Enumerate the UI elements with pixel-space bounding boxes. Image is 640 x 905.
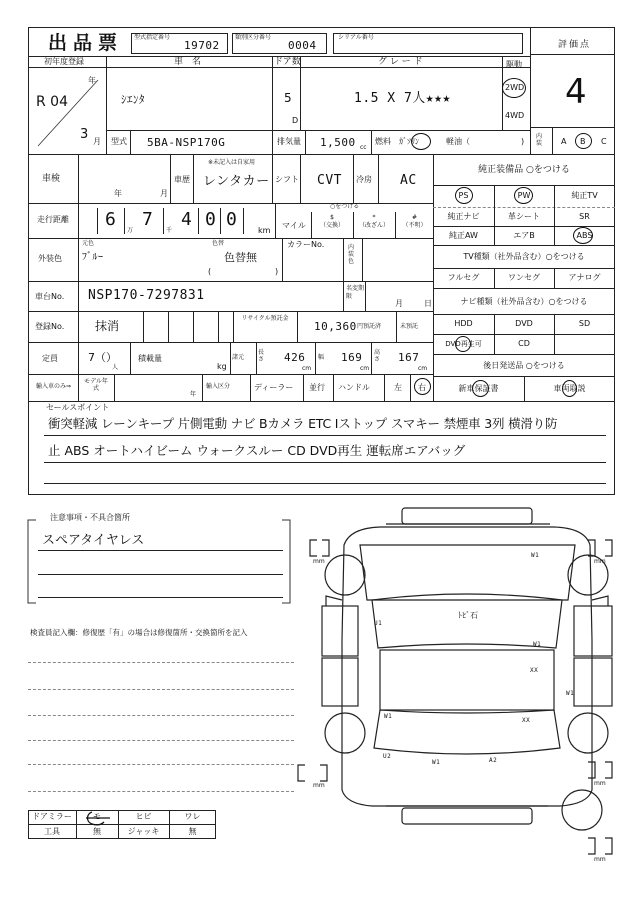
mileage-digit-4: 0 (205, 209, 217, 230)
fuel-label: 燃料 (375, 137, 391, 146)
damage-mark-u2: U2 (383, 753, 392, 760)
damage-mark-u1: U1 (374, 620, 383, 627)
displacement-label: 排気量 (277, 137, 301, 146)
title-change-label: 名変期限 (346, 285, 365, 300)
capacity-value: 7（） (88, 351, 117, 364)
load-label: 積載量 (138, 354, 162, 363)
history-label: 車歴 (174, 175, 190, 184)
equip-ps: PS (458, 191, 469, 200)
repaint-paren-open: ( (208, 267, 212, 276)
score-value: 4 (565, 72, 587, 112)
equip-pw: PW (517, 191, 531, 200)
recycle-label: リサイクル預託金 (241, 315, 289, 322)
damage-mark-side-w1: W1 (566, 690, 575, 697)
table-jack-label: ジャッキ (127, 827, 160, 836)
hei-cm: cm (418, 365, 428, 372)
import-label: 輸入車のみ⇒ (36, 383, 72, 390)
damage-mark-roof-xx: XX (530, 667, 539, 674)
diesel-label: 軽油（ (446, 137, 470, 146)
mileage-digit-1: 6 (105, 209, 117, 230)
shift-value: CVT (317, 173, 342, 188)
model-value: 5BA-NSP170G (147, 136, 226, 149)
title-month: 月 (395, 299, 403, 308)
history-note: ※未記入は自家用 (208, 159, 256, 166)
model-label: 型式 (111, 137, 127, 146)
door-type: D (292, 116, 299, 125)
steering-left: 左 (394, 383, 402, 392)
model-no: 19702 (184, 39, 220, 52)
recycle-unit: 円預託済 (357, 323, 382, 330)
import-opt-dealer: ディーラー (254, 383, 294, 392)
interior-grade-c: C (601, 137, 607, 146)
damage-mark-a2: A2 (489, 757, 498, 764)
mileage-km: km (258, 226, 271, 235)
diesel-paren: ) (521, 137, 525, 146)
mm-rear-left: mm (313, 782, 325, 789)
damage-mark-rear-xx: XX (522, 717, 531, 724)
color-no-label: カラーNo. (287, 240, 325, 249)
orig-color: ﾌﾞﾙｰ (82, 252, 104, 263)
first-reg-year-unit: 年 (88, 76, 96, 85)
cat-no-label: 類別区分番号 (235, 34, 272, 41)
equip-sr: SR (579, 211, 590, 221)
mm-front-left: mm (313, 558, 325, 565)
sales-line-2: 止 ABS オートハイビーム ウォークスルー CD DVD再生 運転席エアバッグ (48, 443, 466, 458)
nav-dvd-play: DVD再生可 (445, 339, 482, 348)
tv-analog: アナログ (568, 273, 601, 282)
load-kg: kg (217, 362, 227, 371)
table-mirror-value: モ (93, 812, 101, 821)
ac-label: 冷房 (356, 175, 372, 184)
drive-label: 駆動 (506, 60, 522, 69)
after-items-label: 後日発送品 ○をつける (483, 360, 565, 370)
capacity-label: 定員 (42, 354, 58, 363)
wid-cm: cm (360, 365, 370, 372)
interior-color-label: 内装色 (348, 244, 355, 266)
displacement-value: 1,500 (320, 136, 356, 149)
interior-grade-a: A (561, 137, 567, 146)
serial-label: シリアル番号 (338, 34, 374, 41)
nav-sd: SD (578, 319, 591, 328)
mileage-man: 万 (127, 227, 134, 234)
inspector-label: 検査員記入欄：修復歴「有」の場合は修復箇所・交換箇所を記入 (30, 628, 248, 637)
mileage-label: 走行距離 (37, 215, 69, 224)
fuel-value: ｶﾞｿﾘﾝ (399, 137, 419, 146)
table-tool-label: 工具 (44, 827, 60, 836)
nav-cd: CD (518, 339, 530, 348)
interior-grade-b: B (580, 137, 586, 146)
mileage-digit-3: 4 (181, 209, 193, 230)
damage-mark-bottom-w1: W1 (432, 759, 441, 766)
inspection-label: 車検 (42, 174, 61, 184)
damage-mark-right-w1: W1 (533, 641, 542, 648)
equip-tv: 純正TV (571, 191, 598, 200)
table-crack-label: ヒビ (135, 812, 152, 821)
chassis-value: NSP170-7297831 (88, 288, 205, 303)
hei-value: 167 (398, 351, 420, 364)
sales-label: セールスポイント (46, 403, 110, 412)
len-value: 426 (284, 351, 306, 364)
model-no-label: 型式指定番号 (134, 34, 171, 41)
grade-label: グ レ ー ド (378, 57, 423, 67)
nav-dvd: DVD (515, 319, 533, 328)
mm-rear-right: mm (594, 780, 606, 787)
first-reg-month-unit: 月 (93, 137, 101, 146)
recycle-value: 10,360 (314, 320, 357, 333)
recycle-unpaid: 未預託 (400, 323, 419, 330)
nav-type-label: ナビ種類（社外品含む）○をつける (460, 296, 588, 306)
mile-opt-unknown: # （不明） (402, 214, 427, 229)
dims-label: 諸元 (232, 354, 245, 361)
std-equip-label: 純正装備品 ○をつける (478, 164, 570, 175)
car-name-label: 車 名 (174, 57, 202, 67)
score-label: 評価点 (558, 40, 592, 50)
repaint-value: 色替無 (224, 251, 257, 264)
repaint-paren-close: ) (275, 267, 279, 276)
shift-label: シフト (275, 175, 299, 184)
import-class-label: 輸入区分 (206, 383, 231, 390)
model-year-label: モデル年式 (84, 378, 108, 393)
cat-no: 0004 (288, 39, 317, 52)
ac-value: AC (400, 173, 417, 188)
mm-front-right: mm (594, 558, 606, 565)
hei-label: 高さ (374, 349, 381, 364)
sales-line-1: 衝突軽減 レーンキープ 片側電動 ナビ Bカメラ ETC Iストップ スマキー 禁煙車 3列 横滑り防 (48, 416, 558, 431)
table-mirror-label: ドアミラー (32, 812, 72, 821)
damage-mark-front-w1: W1 (531, 552, 540, 559)
title-day: 日 (424, 299, 432, 308)
len-cm: cm (302, 365, 312, 372)
mile-opt-exchange: $ （交換） (319, 214, 344, 229)
equip-aw: 純正AW (449, 230, 478, 240)
after-warranty: 新車保証書 (458, 384, 499, 393)
mile-opt-tamper: * （改ざん） (358, 214, 389, 229)
after-manual: 車両取説 (553, 384, 586, 393)
orig-color-label: 元色 (82, 240, 95, 247)
repaint-label: 色替 (212, 240, 225, 247)
steering-right: 右 (418, 383, 426, 392)
exterior-color-label: 外装色 (38, 254, 62, 263)
grade-value: 1.5 X 7人★★★ (354, 91, 451, 106)
tv-type-label: TV種類（社外品含む）○をつける (463, 252, 585, 261)
history-value: レンタカー (203, 174, 270, 189)
tv-oneseg: ワンセグ (508, 273, 540, 282)
mileage-sen: 千 (166, 227, 173, 234)
interior-label: 内装 (536, 133, 543, 147)
equip-abs: ABS (576, 230, 593, 240)
equip-navi: 純正ナビ (447, 211, 480, 221)
equip-airbag: エアB (513, 230, 535, 240)
mileage-opts-note: ○をつける (330, 203, 360, 210)
mile-label: マイル (282, 221, 306, 230)
drive-4wd: 4WD (505, 111, 525, 120)
damage-mark-rear-w1: W1 (384, 713, 393, 720)
inspection-month-unit: 月 (160, 189, 168, 198)
chassis-label: 車台No. (35, 292, 65, 301)
mileage-digit-2: 7 (142, 209, 154, 230)
equip-leather: 革シート (508, 211, 540, 221)
damage-mark-windshield: ﾄﾋﾞ石 (458, 611, 478, 620)
first-reg-label: 初年度登録 (44, 57, 84, 66)
wid-value: 169 (341, 351, 363, 364)
cc-unit: cc (360, 144, 367, 151)
notes-label: 注意事項・不具合箇所 (50, 513, 130, 522)
table-break-label: ワレ (184, 812, 201, 821)
drive-2wd: 2WD (505, 83, 525, 92)
table-tool-value: 無 (93, 827, 101, 836)
first-reg-era: R 04 (36, 94, 68, 110)
import-opt-parallel: 並行 (309, 383, 325, 392)
inspection-year-unit: 年 (114, 189, 122, 198)
car-name: ｼｴﾝﾀ (121, 93, 145, 106)
first-reg-month: 3 (80, 127, 89, 142)
table-jack-value: 無 (188, 827, 197, 836)
len-label: 長さ (258, 349, 265, 364)
capacity-unit: 人 (112, 364, 119, 371)
model-year-unit: 年 (190, 391, 197, 398)
mileage-digit-5: 0 (226, 209, 238, 230)
doors-label: ドア数 (274, 57, 301, 67)
tv-fullseg: フルセグ (447, 273, 480, 282)
mm-spare: mm (594, 856, 606, 863)
steering-label: ハンドル (338, 383, 370, 392)
notes-text: スペアタイヤレス (42, 533, 145, 548)
reg-no-label: 登録No. (35, 322, 65, 331)
doors-value: 5 (284, 91, 292, 105)
wid-label: 幅 (318, 354, 325, 361)
reg-no-value: 抹消 (95, 319, 120, 333)
nav-hdd: HDD (454, 319, 473, 328)
page-title: 出品票 (48, 32, 124, 54)
